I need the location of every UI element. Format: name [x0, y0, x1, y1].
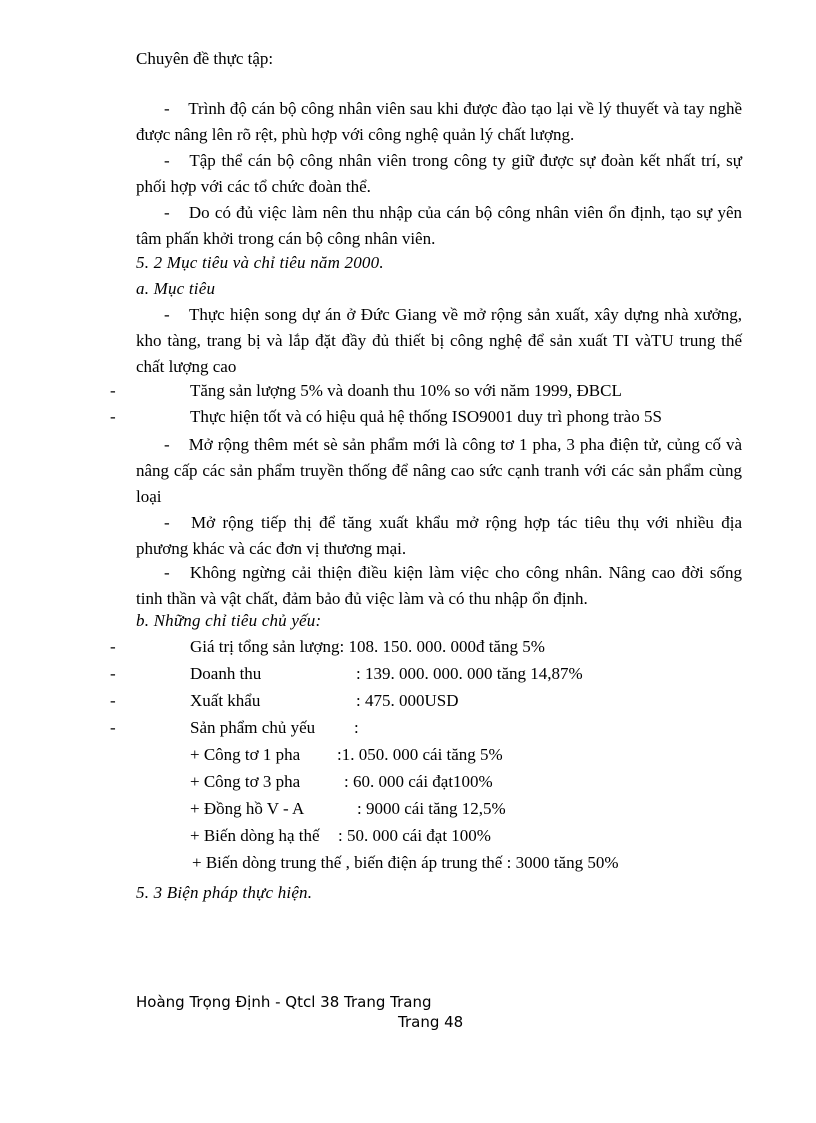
product-value: : 3000 tăng 50%: [506, 853, 619, 872]
target-row: [190, 636, 545, 658]
goals-heading: a. Mục tiêu: [136, 279, 216, 298]
list-item: [136, 510, 742, 562]
section-heading-5-2: 5. 2 Mục tiêu và chỉ tiêu năm 2000.: [136, 253, 384, 272]
bullet-text: Tăng sản lượng 5% và doanh thu 10% so với năm 1999, ĐBCL: [190, 381, 622, 400]
target-label: Xuất khẩu: [190, 691, 261, 710]
list-item: [136, 560, 742, 612]
target-value: : 475. 000USD: [356, 691, 459, 710]
product-row: [192, 852, 619, 874]
product-label: + Đồng hồ V - A: [190, 799, 305, 818]
product-value: : 60. 000 cái đạt100%: [344, 772, 493, 791]
page-header: Chuyên đề thực tập:: [136, 49, 274, 68]
bullet-text: Tập thể cán bộ công nhân viên trong công ty giữ được sự đoàn kết nhất trí, sự phối hợp với các tổ chức đoàn thể.: [136, 151, 743, 196]
bullet-marker: -: [110, 664, 116, 683]
product-value: : 50. 000 cái đạt 100%: [338, 826, 491, 845]
bullet-text: Trình độ cán bộ công nhân viên sau khi được đào tạo lại về lý thuyết và tay nghề được nâng lên rõ rệt, phù hợp với công nghệ quản lý chất lượng.: [136, 99, 743, 144]
bullet-text: Do có đủ việc làm nên thu nhập của cán bộ công nhân viên ổn định, tạo sự yên tâm phấn khởi trong cán bộ công nhân viên.: [136, 203, 743, 248]
bullet-text: Mở rộng thêm mét sè sản phẩm mới là công tơ 1 pha, 3 pha điện tử, củng cố và nâng cấp các sản phẩm truyền thống để nâng cao sức cạnh tranh với các sản phẩm cùng loại: [136, 435, 742, 506]
target-value: 108. 150. 000. 000đ tăng 5%: [348, 637, 545, 656]
bullet-text: Thực hiện song dự án ở Đức Giang về mở rộng sản xuất, xây dựng nhà xưởng, kho tàng, trang bị và lắp đặt đầy đủ thiết bị công nghệ để sản xuất TI vàTU trung thế chất lượng cao: [136, 305, 743, 376]
product-label: + Biến dòng hạ thế: [190, 826, 320, 845]
target-label: Giá trị tổng sản lượng:: [190, 637, 345, 656]
page-number: Trang 48: [398, 1013, 464, 1031]
bullet-text: Mở rộng tiếp thị để tăng xuất khẩu mở rộng hợp tác tiêu thụ với nhiều địa phương khác và các đơn vị thương mại.: [136, 513, 742, 558]
bullet-marker: -: [110, 691, 116, 710]
bullet-marker: -: [164, 151, 170, 170]
list-item: [110, 380, 138, 402]
target-label: Sản phẩm chủ yếu: [190, 718, 316, 737]
bullet-marker: -: [164, 435, 170, 454]
bullet-marker: -: [164, 513, 170, 532]
bullet-marker: -: [164, 563, 170, 582]
bullet-marker: -: [110, 718, 116, 737]
list-item: [110, 406, 138, 428]
target-value: :: [354, 718, 359, 737]
section-heading-5-3: 5. 3 Biện pháp thực hiện.: [136, 883, 313, 902]
list-item: [136, 96, 742, 148]
product-label: + Công tơ 1 pha: [190, 745, 301, 764]
product-label: + Biến dòng trung thế , biến điện áp trung thế: [192, 853, 503, 872]
footer-author: Hoàng Trọng Định - Qtcl 38 Trang Trang: [136, 993, 432, 1011]
bullet-marker: -: [110, 637, 116, 656]
bullet-marker: -: [110, 381, 116, 400]
product-value: :1. 050. 000 cái tăng 5%: [337, 745, 503, 764]
bullet-marker: -: [164, 305, 170, 324]
list-item: [136, 200, 742, 252]
targets-heading: b. Những chỉ tiêu chủ yếu:: [136, 611, 322, 630]
list-item: [136, 432, 742, 510]
bullet-text: Thực hiện tốt và có hiệu quả hệ thống ISO9001 duy trì phong trào 5S: [190, 407, 662, 426]
product-value: : 9000 cái tăng 12,5%: [357, 799, 506, 818]
bullet-text: Không ngừng cải thiện điều kiện làm việc cho công nhân. Nâng cao đời sống tinh thần và vật chất, đảm bảo đủ việc làm và có thu nhập ổn định.: [136, 563, 742, 608]
bullet-marker: -: [164, 99, 170, 118]
product-label: + Công tơ 3 pha: [190, 772, 301, 791]
bullet-marker: -: [164, 203, 170, 222]
list-item: [136, 302, 742, 380]
target-value: : 139. 000. 000. 000 tăng 14,87%: [356, 664, 583, 683]
list-item: [136, 148, 742, 200]
target-label: Doanh thu: [190, 664, 262, 683]
bullet-marker: -: [110, 407, 116, 426]
